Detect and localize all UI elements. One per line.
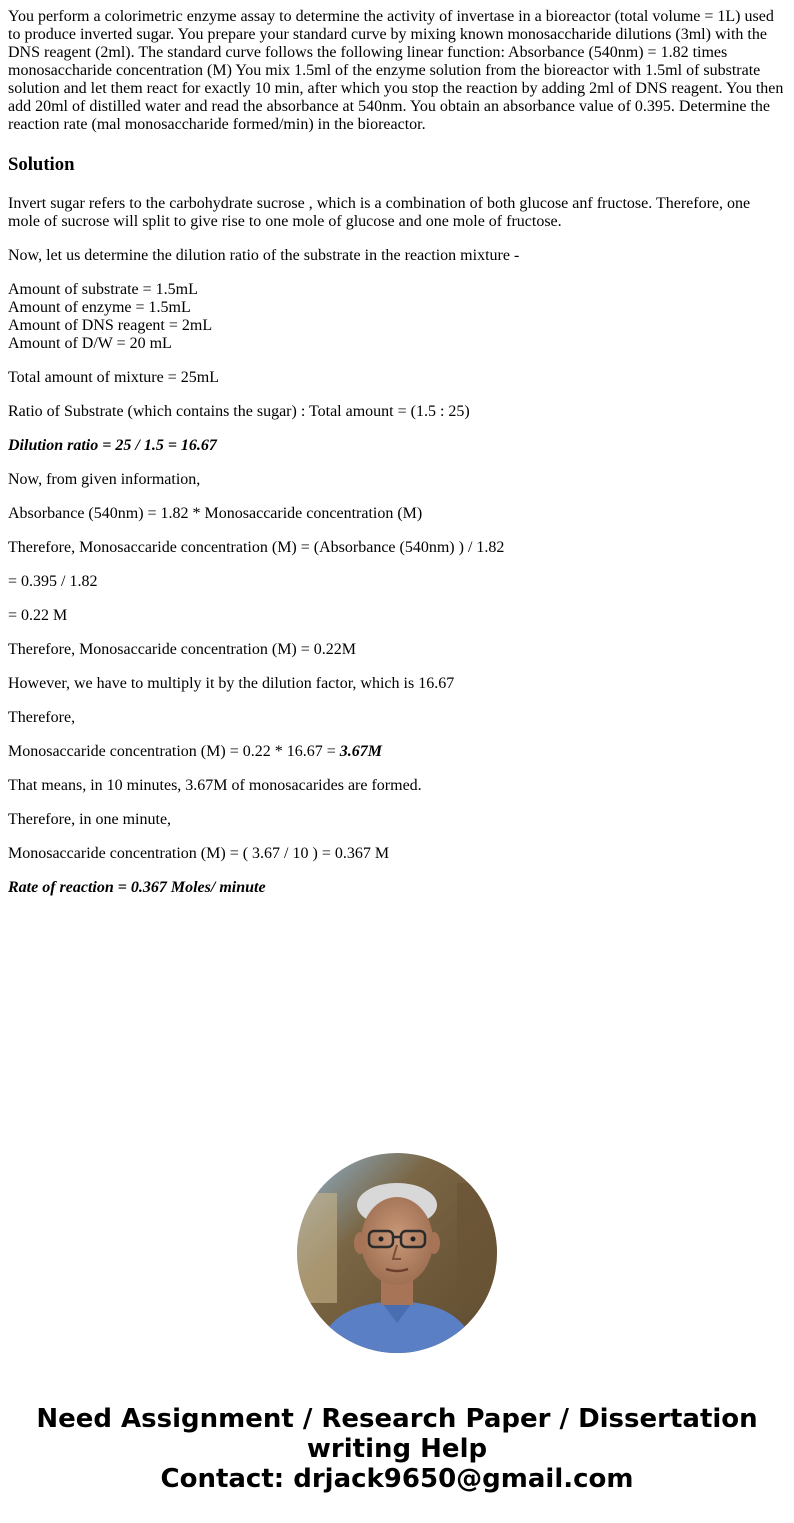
promo-line-2: writing Help bbox=[306, 1434, 488, 1464]
rate-of-reaction: Rate of reaction = 0.367 Moles/ minute bbox=[8, 879, 266, 896]
rearranged-equation: Therefore, Monosaccaride concentration (M) = (Absorbance (540nm) ) / 1.82 bbox=[8, 539, 505, 556]
calc-step-2: = 0.22 M bbox=[8, 607, 68, 624]
final-concentration bbox=[8, 743, 786, 761]
ratio-text: Ratio of Substrate (which contains the sugar) : Total amount = (1.5 : 25) bbox=[8, 403, 470, 420]
per-minute-calc: Monosaccaride concentration (M) = ( 3.67 / 10 ) = 0.367 M bbox=[8, 845, 390, 862]
promo-banner bbox=[0, 1404, 794, 1494]
solution-heading: Solution bbox=[8, 154, 75, 175]
amount-enzyme: Amount of enzyme = 1.5mL bbox=[8, 299, 191, 316]
amount-dns-reagent: Amount of DNS reagent = 2mL bbox=[8, 317, 213, 334]
given-info: Now, from given information, bbox=[8, 471, 201, 488]
dilution-ratio: Dilution ratio = 25 / 1.5 = 16.67 bbox=[8, 437, 217, 454]
calc-step-1: = 0.395 / 1.82 bbox=[8, 573, 98, 590]
amount-distilled-water: Amount of D/W = 20 mL bbox=[8, 335, 172, 352]
dilution-note: However, we have to multiply it by the dilution factor, which is 16.67 bbox=[8, 675, 455, 692]
author-avatar bbox=[297, 1153, 497, 1353]
promo-line-1: Need Assignment / Research Paper / Dissertation bbox=[36, 1404, 758, 1434]
therefore-text: Therefore, bbox=[8, 709, 76, 726]
final-concentration-prefix: Monosaccaride concentration (M) = 0.22 * 16.67 = bbox=[8, 743, 340, 760]
author-portrait-image bbox=[297, 1153, 497, 1353]
solution-intro: Invert sugar refers to the carbohydrate sucrose , which is a combination of both glucose anf fructose. Therefore, one mole of sucrose will split to give rise to one mole of glucose and one mole of fructose. bbox=[8, 195, 751, 230]
question-text: You perform a colorimetric enzyme assay to determine the activity of invertase in a bioreactor (total volume = 1L) used to produce inverted sugar. You prepare your standard curve by mixing known monosaccharide dilutions (3ml) with the DNS reagent (2ml). The standard curve follows the following linear function: Absorbance (540nm) = 1.82 times monosaccharide concentration (M) You mix 1.5ml of the enzyme solution from the bioreactor with 1.5ml of substrate solution and let them react for exactly 10 min, after which you stop the reaction by adding 2ml of DNS reagent. You then add 20ml of distilled water and read the absorbance at 540nm. You obtain an absorbance value of 0.395. Determine the reaction rate (mal monosaccharide formed/min) in the bioreactor. bbox=[8, 8, 784, 133]
total-amount: Total amount of mixture = 25mL bbox=[8, 369, 219, 386]
dilution-intro: Now, let us determine the dilution ratio of the substrate in the reaction mixture - bbox=[8, 247, 520, 264]
promo-contact: Contact: drjack9650@gmail.com bbox=[160, 1464, 634, 1494]
concentration-result: Therefore, Monosaccaride concentration (M) = 0.22M bbox=[8, 641, 356, 658]
final-concentration-value: 3.67M bbox=[339, 743, 382, 760]
ten-minute-note: That means, in 10 minutes, 3.67M of monosacarides are formed. bbox=[8, 777, 422, 794]
document-body bbox=[8, 8, 786, 913]
one-minute-note: Therefore, in one minute, bbox=[8, 811, 172, 828]
amounts-list bbox=[8, 281, 786, 353]
absorbance-equation: Absorbance (540nm) = 1.82 * Monosaccaride concentration (M) bbox=[8, 505, 423, 522]
amount-substrate: Amount of substrate = 1.5mL bbox=[8, 281, 198, 298]
